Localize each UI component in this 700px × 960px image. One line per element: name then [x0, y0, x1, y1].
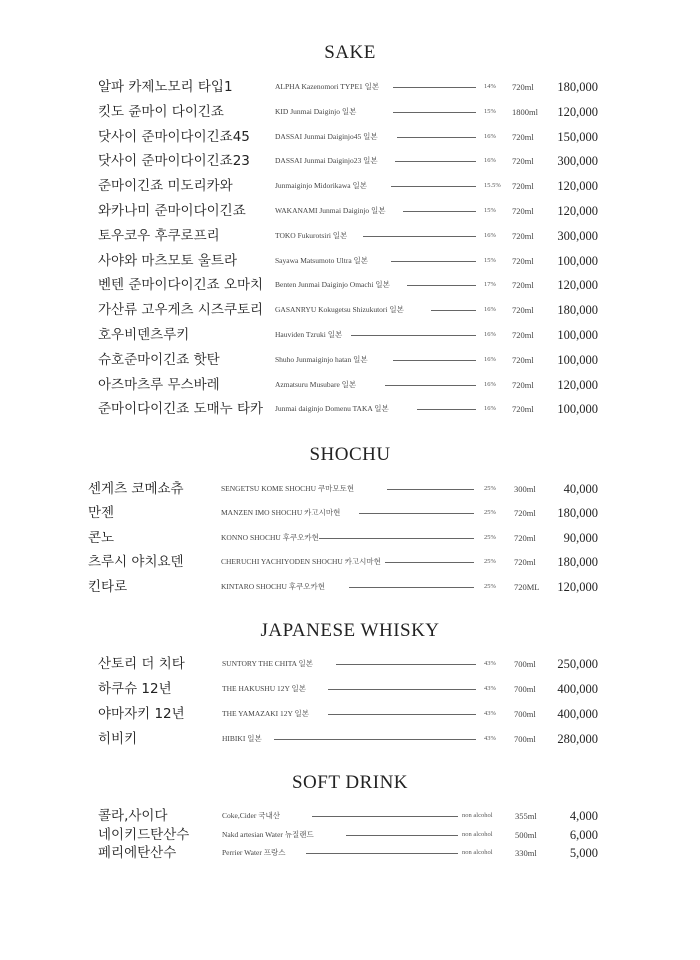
item-name-korean: 닷사이 준마이다이긴죠45 — [98, 128, 250, 145]
item-name-english: Perrier Water 프랑스 — [222, 848, 286, 857]
item-volume: 1800ml — [512, 106, 538, 117]
item-price: 120,000 — [557, 278, 598, 293]
item-price: 150,000 — [557, 129, 598, 144]
item-name-english: Benten Junmai Daiginjo Omachi 일본 — [275, 280, 390, 290]
item-name-korean: 만젠 — [88, 505, 115, 522]
item-price: 120,000 — [557, 579, 598, 594]
item-name-english: Sayawa Matsumoto Ultra 일본 — [275, 255, 369, 265]
menu-item-row — [0, 326, 700, 344]
item-abv: 16% — [484, 331, 496, 338]
leader-line — [336, 664, 476, 665]
item-abv: 25% — [484, 558, 496, 566]
item-name-english: Junmai daiginjo Domenu TAKA 일본 — [275, 404, 389, 414]
item-abv: non alcohol — [462, 812, 493, 819]
menu-item-row — [0, 680, 700, 698]
item-volume: 720ml — [512, 131, 534, 142]
leader-line — [385, 562, 474, 563]
item-abv: non alcohol — [462, 830, 493, 838]
item-abv: 25% — [484, 533, 496, 541]
item-name-korean: 준마이긴죠 미도리카와 — [98, 178, 233, 195]
section-title-shochu: SHOCHU — [309, 444, 391, 465]
section-title-whisky: JAPANESE WHISKY — [260, 620, 440, 641]
item-abv: 43% — [484, 735, 496, 742]
item-name-english: SUNTORY THE CHITA 일본 — [222, 659, 314, 668]
item-price: 280,000 — [557, 732, 598, 746]
leader-line — [363, 236, 476, 237]
leader-line — [306, 853, 458, 854]
item-price: 100,000 — [557, 352, 598, 367]
item-volume: 720ml — [512, 206, 534, 216]
menu-item-row — [0, 202, 700, 220]
menu-item-row — [0, 252, 700, 270]
leader-line — [387, 489, 474, 490]
item-price: 400,000 — [557, 682, 598, 696]
item-abv: 43% — [484, 685, 496, 692]
item-name-korean: 콜라,사이다 — [98, 808, 168, 824]
item-name-english: HIBIKI 일본 — [222, 734, 262, 743]
item-volume: 720ml — [512, 230, 534, 241]
item-name-korean: 센게츠 코메쇼츄 — [88, 481, 184, 497]
item-price: 180,000 — [557, 303, 598, 318]
item-abv: 16% — [484, 405, 496, 413]
item-name-korean: 아즈마츠루 무스바레 — [98, 376, 220, 393]
leader-line — [312, 816, 458, 817]
menu-item-row — [0, 529, 700, 547]
menu-item-row — [0, 553, 700, 571]
item-price: 100,000 — [557, 402, 598, 417]
menu-item-row — [0, 844, 700, 862]
leader-line — [351, 335, 476, 336]
item-price: 120,000 — [557, 204, 598, 218]
menu-item-row — [0, 351, 700, 369]
item-abv: 15% — [484, 107, 496, 115]
item-name-english: Shuho Junmaiginjo hatan 일본 — [275, 354, 368, 364]
item-volume: 300ml — [514, 484, 536, 494]
item-price: 100,000 — [557, 328, 598, 342]
item-volume: 720ML — [514, 581, 540, 592]
item-price: 120,000 — [557, 179, 598, 194]
leader-line — [407, 285, 476, 286]
item-name-english: WAKANAMI Junmai Daiginjo 일본 — [275, 206, 386, 215]
item-price: 40,000 — [563, 482, 598, 496]
menu-item-row — [0, 177, 700, 195]
item-name-english: THE YAMAZAKI 12Y 일본 — [222, 709, 310, 718]
item-name-korean: 츠루시 야치요덴 — [88, 554, 184, 571]
item-volume: 720ml — [512, 305, 534, 316]
item-price: 100,000 — [557, 253, 598, 268]
leader-line — [393, 87, 476, 88]
menu-item-row — [0, 730, 700, 748]
menu-item-row — [0, 826, 700, 844]
item-price: 120,000 — [557, 377, 598, 392]
leader-line — [395, 161, 476, 162]
item-name-korean: 호우비덴츠루키 — [98, 327, 190, 343]
item-name-english: DASSAI Junmai Daiginjo45 일본 — [275, 131, 378, 141]
item-name-korean: 가산류 고우게츠 시즈쿠토리 — [98, 302, 264, 319]
item-volume: 720ml — [512, 404, 534, 415]
menu-item-row — [0, 128, 700, 146]
item-volume: 700ml — [514, 709, 536, 719]
leader-line — [431, 310, 476, 311]
item-abv: 43% — [484, 710, 496, 717]
item-abv: 16% — [484, 380, 496, 388]
item-name-english: THE HAKUSHU 12Y 일본 — [222, 684, 307, 693]
item-abv: 14% — [484, 83, 496, 90]
leader-line — [319, 538, 474, 539]
item-volume: 500ml — [515, 829, 537, 840]
leader-line — [328, 714, 476, 715]
item-abv: 25% — [484, 582, 496, 590]
menu-item-row — [0, 376, 700, 394]
item-volume: 720ml — [512, 82, 534, 92]
item-abv: non alcohol — [462, 849, 493, 856]
item-volume: 720ml — [512, 379, 534, 390]
item-volume: 700ml — [514, 684, 536, 694]
menu-item-row — [0, 152, 700, 170]
item-name-english: Nakd artesian Water 뉴질랜드 — [222, 829, 314, 839]
item-volume: 720ml — [512, 330, 534, 340]
menu-item-row — [0, 400, 700, 418]
leader-line — [403, 211, 476, 212]
item-price: 90,000 — [563, 530, 598, 545]
menu-item-row — [0, 78, 700, 96]
section-title-soft-drink: SOFT DRINK — [291, 772, 409, 793]
leader-line — [393, 112, 476, 113]
leader-line — [391, 186, 476, 187]
item-abv: 25% — [484, 509, 496, 517]
item-volume: 330ml — [515, 848, 537, 858]
item-volume: 700ml — [514, 734, 536, 744]
menu-item-row — [0, 504, 700, 522]
item-name-english: Junmaiginjo Midorikawa 일본 — [275, 181, 367, 191]
leader-line — [397, 137, 476, 138]
item-volume: 720ml — [514, 508, 536, 519]
menu-item-row — [0, 578, 700, 596]
menu-item-row — [0, 705, 700, 723]
item-name-korean: 페리에탄산수 — [98, 845, 177, 861]
item-price: 180,000 — [557, 80, 598, 94]
item-price: 180,000 — [557, 506, 598, 521]
item-price: 6,000 — [569, 827, 598, 842]
menu-item-row — [0, 301, 700, 319]
item-name-korean: 준마이다이긴죠 도매누 타카 — [98, 401, 264, 418]
leader-line — [349, 587, 474, 588]
item-name-english: KID Junmai Daiginjo 일본 — [275, 106, 357, 116]
item-name-english: SENGETSU KOME SHOCHU 쿠마모토현 — [221, 484, 355, 493]
item-name-english: KONNO SHOCHU 후쿠오카현 — [221, 532, 319, 542]
item-volume: 720ml — [512, 156, 534, 167]
item-price: 400,000 — [557, 707, 598, 721]
item-abv: 16% — [484, 355, 496, 363]
item-name-english: GASANRYU Kokugetsu Shizukutori 일본 — [275, 305, 404, 315]
menu-item-row — [0, 480, 700, 498]
item-name-korean: 산토리 더 치타 — [98, 656, 185, 672]
item-name-english: CHERUCHI YACHIYODEN SHOCHU 카고시마현 — [221, 557, 381, 567]
item-name-english: MANZEN IMO SHOCHU 카고시마현 — [221, 508, 341, 518]
item-volume: 720ml — [512, 354, 534, 365]
item-name-korean: 히비키 — [98, 731, 138, 747]
item-abv: 17% — [484, 281, 496, 289]
item-abv: 43% — [484, 660, 496, 667]
menu-item-row — [0, 227, 700, 245]
item-name-english: TOKO Fukurotsiri 일본 — [275, 230, 348, 240]
item-volume: 355ml — [515, 811, 537, 821]
leader-line — [417, 409, 476, 410]
menu-item-row — [0, 807, 700, 825]
item-abv: 15% — [484, 256, 496, 264]
item-price: 180,000 — [557, 555, 598, 570]
item-abv: 25% — [484, 485, 496, 492]
item-volume: 720ml — [514, 557, 536, 568]
item-volume: 720ml — [512, 255, 534, 266]
leader-line — [385, 385, 476, 386]
item-abv: 15% — [484, 207, 496, 214]
item-name-korean: 토우코우 후쿠로프리 — [98, 227, 220, 244]
item-abv: 16% — [484, 231, 496, 239]
item-name-english: Hauviden Tzruki 일본 — [275, 330, 343, 339]
item-volume: 700ml — [514, 659, 536, 669]
item-name-korean: 사야와 마츠모토 울트라 — [98, 252, 237, 269]
item-name-korean: 닷사이 준마이다이긴죠23 — [98, 153, 250, 170]
item-name-english: KINTARO SHOCHU 후쿠오카현 — [221, 581, 325, 591]
item-name-korean: 슈호준마이긴죠 핫탄 — [98, 351, 220, 368]
item-volume: 720ml — [512, 181, 534, 192]
item-abv: 16% — [484, 157, 496, 165]
whisky-section — [0, 618, 700, 644]
item-abv: 16% — [484, 132, 496, 140]
item-volume: 720ml — [512, 280, 534, 291]
leader-line — [391, 261, 476, 262]
leader-line — [359, 513, 474, 514]
item-name-korean: 알파 카제노모리 타입1 — [98, 79, 233, 95]
item-price: 5,000 — [569, 846, 598, 860]
leader-line — [393, 360, 476, 361]
item-abv: 16% — [484, 306, 496, 314]
sake-section — [0, 40, 700, 66]
item-name-korean: 하쿠슈 12년 — [98, 681, 172, 697]
leader-line — [274, 739, 476, 740]
shochu-section — [0, 442, 700, 468]
item-name-english: Coke,Cider 국내산 — [222, 811, 280, 820]
item-name-english: Azmatsuru Musubare 일본 — [275, 379, 357, 389]
item-price: 300,000 — [557, 154, 598, 169]
item-name-korean: 네이키드탄산수 — [98, 826, 190, 843]
item-name-korean: 와카나미 준마이다이긴죠 — [98, 203, 246, 219]
leader-line — [328, 689, 476, 690]
menu-item-row — [0, 276, 700, 294]
item-abv: 15.5% — [484, 182, 501, 190]
item-name-english: ALPHA Kazenomori TYPE1 일본 — [275, 82, 380, 91]
leader-line — [346, 835, 458, 836]
item-volume: 720ml — [514, 532, 536, 543]
menu-item-row — [0, 103, 700, 121]
item-price: 300,000 — [557, 228, 598, 243]
item-name-korean: 킷도 쥰마이 다이긴죠 — [98, 103, 224, 120]
menu-item-row — [0, 655, 700, 673]
item-price: 250,000 — [557, 657, 598, 671]
item-name-korean: 벤텐 준마이다이긴죠 오마치 — [98, 277, 264, 294]
item-name-korean: 야마자키 12년 — [98, 706, 185, 722]
section-title-sake: SAKE — [324, 42, 376, 63]
item-price: 4,000 — [569, 809, 598, 823]
item-name-english: DASSAI Junmai Daiginjo23 일본 — [275, 156, 378, 166]
item-name-korean: 킨타로 — [88, 578, 128, 595]
soft-drink-section — [0, 770, 700, 796]
item-price: 120,000 — [557, 104, 598, 119]
item-name-korean: 콘노 — [88, 529, 115, 546]
